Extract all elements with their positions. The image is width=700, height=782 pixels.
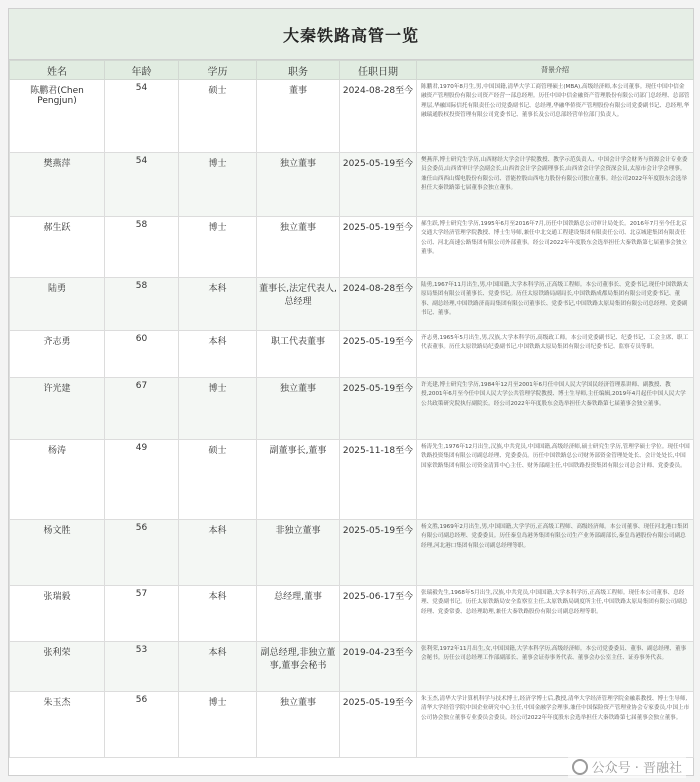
cell-position: 副董事长,董事 xyxy=(257,440,340,520)
cell-position: 独立董事 xyxy=(257,153,340,217)
cell-background: 杨文胜,1969年2月出生,男,中国国籍,大学学历,正高级工程师、高级经济师。本公司董事、现任河北港口集团有限公司副总经理、党委委员。历任秦皇岛港务集团有限公司生产业务部副部长,秦皇岛港股份有限公司副总经理,河北港口集团有限公司副总经理等职。 xyxy=(417,520,694,586)
cell-education: 博士 xyxy=(179,217,257,278)
cell-name: 樊燕萍 xyxy=(10,153,105,217)
cell-date: 2025-11-18至今 xyxy=(340,440,417,520)
table-row xyxy=(10,153,694,217)
cell-education: 博士 xyxy=(179,692,257,758)
table-row xyxy=(10,520,694,586)
table-row xyxy=(10,378,694,440)
executive-table xyxy=(9,60,694,758)
cell-name: 许光建 xyxy=(10,378,105,440)
cell-name: 杨涛 xyxy=(10,440,105,520)
cell-date: 2025-05-19至今 xyxy=(340,153,417,217)
cell-date: 2024-08-28至今 xyxy=(340,278,417,331)
table-header-row xyxy=(10,61,694,80)
cell-education: 硕士 xyxy=(179,440,257,520)
cell-education: 硕士 xyxy=(179,80,257,153)
cell-name: 陆勇 xyxy=(10,278,105,331)
cell-age: 56 xyxy=(105,520,179,586)
cell-background: 齐志勇,1965年5月出生,男,汉族,大学本科学历,高级政工师。本公司党委副书记、纪委书记、工会主席、职工代表董事。历任太原铁路局纪委副书记,中国铁路太原局集团有限公司纪委书记、监察专员等职。 xyxy=(417,331,694,378)
cell-position: 总经理,董事 xyxy=(257,586,340,642)
table-row xyxy=(10,642,694,692)
cell-age: 57 xyxy=(105,586,179,642)
cell-position: 非独立董事 xyxy=(257,520,340,586)
cell-date: 2024-08-28至今 xyxy=(340,80,417,153)
cell-background: 陆勇,1967年11月出生,男,中国国籍,大学本科学历,正高级工程师。本公司董事长、党委书记,现任中国铁路太原局集团有限公司董事长、党委书记。历任太原铁路局副局长,中国铁路成都局集团有限公司党委书记、董事、副总经理,中国铁路济南局集团有限公司董事长、党委书记,中国铁路太原局集团有限公司总经理、党委副书记、董事。 xyxy=(417,278,694,331)
cell-background: 张瑞毅先生,1968年5月出生,汉族,中共党员,中国国籍,大学本科学历,正高级工程师。现任本公司董事、总经理、党委副书记。历任太原铁路局安全监察室主任,太原铁路局调度所主任,中国铁路太原局集团有限公司副总经理、党委常委、总经理助理,兼任大秦铁路股份有限公司副总经理等职。 xyxy=(417,586,694,642)
cell-position: 董事 xyxy=(257,80,340,153)
cell-background: 杨涛先生,1976年12月出生,汉族,中共党员,中国国籍,高级经济师,硕士研究生学历,管理学硕士学位。现任中国铁路投资集团有限公司副总经理、党委委员。历任中国铁路总公司财务部资金管理处处长、会计处处长,中国国家铁路集团有限公司资金清算中心主任、财务部副主任,中国铁路投资集团有限公司总会计师、党委委员。 xyxy=(417,440,694,520)
table-row xyxy=(10,217,694,278)
table-row xyxy=(10,278,694,331)
cell-background: 朱玉杰,清华大学计算机科学与技术博士,经济学博士后,教授,清华大学经济管理学院金融系教授、博士生导师,清华大学经管学院中国企业研究中心主任,中国金融学会理事,兼任中国保险资产管理业协会专家委员,中国上市公司协会独立董事专业委员会委员。经公司2022年年度股东会选举担任大秦铁路第七届董事会独立董事。 xyxy=(417,692,694,758)
cell-position: 董事长,法定代表人,总经理 xyxy=(257,278,340,331)
cell-name: 齐志勇 xyxy=(10,331,105,378)
cell-name: 张瑞毅 xyxy=(10,586,105,642)
cell-background: 许光建,博士研究生学历,1984年12月至2001年6月任中国人民大学国民经济管理系讲师、副教授、教授,2001年6月至今任中国人民大学公共管理学院教授、博士生导师,主任编辑,2019年4月起任中国人民大学公共政策研究院执行副院长。经公司2022年年度股东会选举担任大秦铁路第七届董事会独立董事。 xyxy=(417,378,694,440)
cell-date: 2025-05-19至今 xyxy=(340,331,417,378)
cell-age: 58 xyxy=(105,217,179,278)
cell-education: 本科 xyxy=(179,642,257,692)
title-bar xyxy=(9,9,693,60)
header-name: 姓名 xyxy=(10,61,105,80)
cell-age: 54 xyxy=(105,153,179,217)
cell-age: 54 xyxy=(105,80,179,153)
cell-position: 职工代表董事 xyxy=(257,331,340,378)
cell-position: 独立董事 xyxy=(257,378,340,440)
header-position: 职务 xyxy=(257,61,340,80)
cell-name: 陈鹏君(Chen Pengjun) xyxy=(10,80,105,153)
cell-date: 2019-04-23至今 xyxy=(340,642,417,692)
cell-education: 本科 xyxy=(179,586,257,642)
cell-position: 独立董事 xyxy=(257,692,340,758)
table-row xyxy=(10,331,694,378)
table-row xyxy=(10,80,694,153)
table-body xyxy=(10,80,694,758)
cell-background: 樊燕萍,博士研究生学历,山西财经大学会计学院教授、教学示范负责人、中国会计学会财务与资源会计专业委员会委员,山西省审计学会副会长,山西省会计学会副理事长,山西省会计学会资深会员,太原市会计学会理事。兼任山西西山煤电股份有限公司、晋能控股山西电力股份有限公司独立董事。经公司2022年年度股东会选举担任大秦铁路第七届董事会独立董事。 xyxy=(417,153,694,217)
cell-name: 郝生跃 xyxy=(10,217,105,278)
table-row xyxy=(10,586,694,642)
cell-age: 67 xyxy=(105,378,179,440)
cell-education: 博士 xyxy=(179,378,257,440)
cell-age: 58 xyxy=(105,278,179,331)
header-background: 背景介绍 xyxy=(417,61,694,80)
cell-date: 2025-05-19至今 xyxy=(340,520,417,586)
cell-education: 本科 xyxy=(179,520,257,586)
wechat-icon xyxy=(572,759,588,775)
table-row xyxy=(10,692,694,758)
cell-name: 朱玉杰 xyxy=(10,692,105,758)
cell-date: 2025-05-19至今 xyxy=(340,378,417,440)
cell-education: 本科 xyxy=(179,278,257,331)
watermark-text: 公众号 · 晋融社 xyxy=(591,761,682,776)
cell-age: 53 xyxy=(105,642,179,692)
cell-name: 张利荣 xyxy=(10,642,105,692)
header-age: 年龄 xyxy=(105,61,179,80)
cell-education: 博士 xyxy=(179,153,257,217)
table-row xyxy=(10,440,694,520)
cell-education: 本科 xyxy=(179,331,257,378)
cell-name: 杨文胜 xyxy=(10,520,105,586)
cell-position: 副总经理,非独立董事,董事会秘书 xyxy=(257,642,340,692)
cell-date: 2025-06-17至今 xyxy=(340,586,417,642)
cell-background: 郝生跃,博士研究生学历,1995年6月至2016年7月,历任中国铁路总公司审计局处长。2016年7月至今任北京交通大学经济管理学院教授、博士生导师,兼任中北交通工程建设集团有限责任公司、北京城建集团有限责任公司、河北高速公路集团有限公司外部董事。经公司2022年年度股东会选举担任大秦铁路第七届董事会独立董事。 xyxy=(417,217,694,278)
header-education: 学历 xyxy=(179,61,257,80)
cell-background: 陈鹏君,1970年8月生,男,中国国籍,清华大学工商管理硕士(MBA),高级经济师,本公司董事。现任中国中信金融资产管理股份有限公司资产经营一部总经理。历任中国中信金融资产管理股份有限公司部门总经理、总部管理层,华融国际信托有限责任公司党委副书记、总经理,华融华侨资产管理股份有限公司党委副书记、总经理,华融瑞通股权投资管理有限公司党委书记、董事长及公司总部经营单位部门负责人。 xyxy=(417,80,694,153)
cell-age: 49 xyxy=(105,440,179,520)
cell-date: 2025-05-19至今 xyxy=(340,217,417,278)
cell-date: 2025-05-19至今 xyxy=(340,692,417,758)
cell-age: 60 xyxy=(105,331,179,378)
page-title: 大秦铁路高管一览 xyxy=(282,25,419,45)
cell-position: 独立董事 xyxy=(257,217,340,278)
cell-background: 张利荣,1972年11月出生,女,中国国籍,大学本科学历,高级经济师。本公司党委委员、董事、副总经理、董事会秘书。历任公司总经理工作部副部长、董事会证券事务代表、董事会办公室主任、证券事务代表。 xyxy=(417,642,694,692)
cell-age: 56 xyxy=(105,692,179,758)
sheet xyxy=(8,8,694,776)
header-date: 任职日期 xyxy=(340,61,417,80)
watermark xyxy=(568,755,686,778)
